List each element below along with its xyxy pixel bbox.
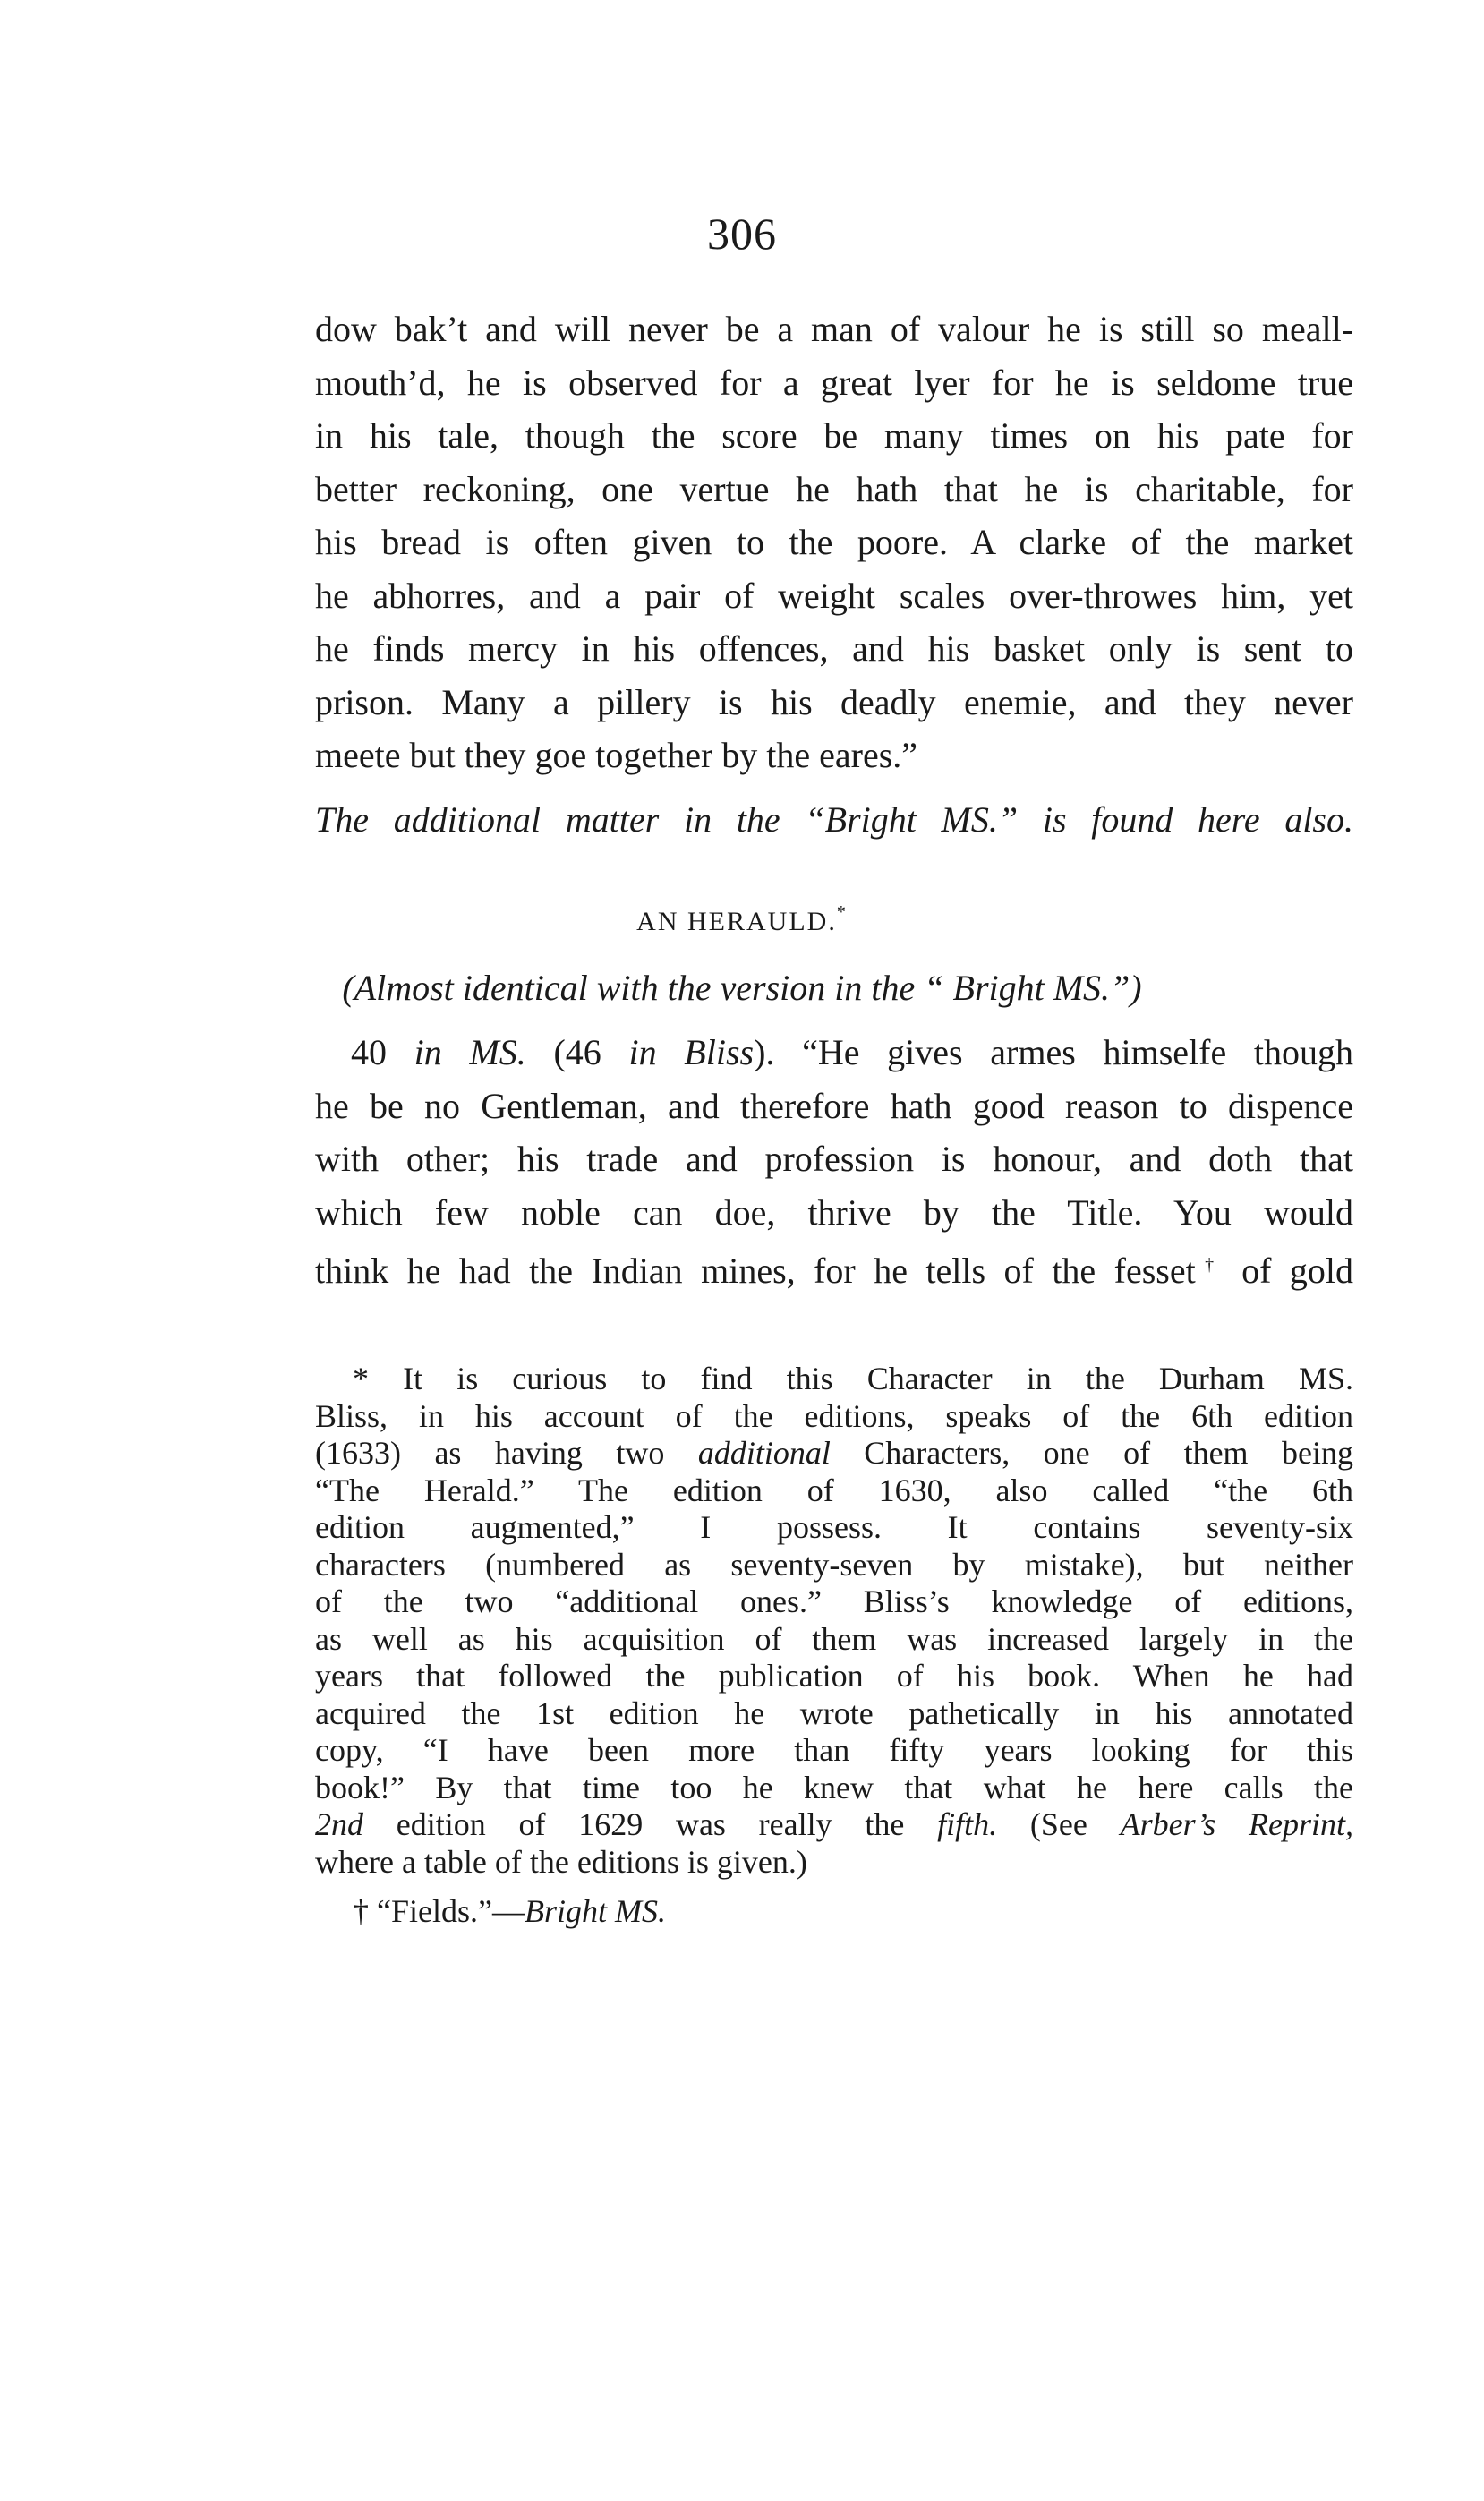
footnote-line: edition augmented,” I possess. It contains seventy-six (315, 1509, 1353, 1545)
herald-line (315, 1239, 1353, 1298)
footnote-line: as well as his acquisition of them was increased largely in the (315, 1620, 1353, 1657)
herald-text: ). “He gives armes himselfe though (754, 1032, 1353, 1072)
footnote-line: “The Herald.” The edition of 1630, also called “the 6th (315, 1472, 1353, 1508)
footnote-line: where a table of the editions is given.) (315, 1843, 807, 1880)
editorial-note: The additional matter in the “Bright MS.” is found here also. (315, 799, 1353, 840)
in-word: in (387, 1032, 470, 1072)
footnote-italic: 2nd (315, 1806, 363, 1842)
herald-line: with other; his trade and profession is honour, and doth that (315, 1139, 1353, 1179)
body-line: he abhorres, and a pair of weight scales over-throwes him, yet (315, 575, 1353, 616)
char-number: 40 (351, 1032, 387, 1072)
footnote-marker-star: * (836, 902, 848, 922)
body-line: he finds mercy in his offences, and his basket only is sent to (315, 628, 1353, 669)
footnote-marker-dagger: † (353, 1893, 369, 1929)
section-heading (0, 902, 1484, 937)
body-line: in his tale, though the score be many times on his pate for (315, 415, 1353, 456)
footnote-line: * It is curious to find this Character in the Durham MS. (353, 1361, 1353, 1396)
footnote-line (315, 1806, 1353, 1844)
body-line: better reckoning, one vertue he hath that he is charitable, for (315, 468, 1353, 509)
footnote-text: Characters, one of them being (830, 1435, 1353, 1471)
footnote-italic: fifth. (937, 1806, 998, 1842)
footnote-line: years that followed the publication of his book. When he had (315, 1658, 1353, 1694)
herald-text: think he had the Indian mines, for he tells of the fesset (315, 1250, 1196, 1291)
in-word: in (601, 1032, 685, 1072)
section-heading-text: AN HERAULD. (636, 907, 837, 936)
footnote-italic: Arber’s Reprint, (1120, 1806, 1354, 1842)
body-line: mouth’d, he is observed for a great lyer for he is seldome true (315, 362, 1353, 403)
herald-line (315, 1026, 1353, 1080)
footnote-line: acquired the 1st edition he wrote pathetically in his annotated (315, 1694, 1353, 1731)
bliss-ref: Bliss (684, 1032, 755, 1072)
body-paragraph (315, 303, 1353, 782)
footnote-text: (See (997, 1806, 1121, 1842)
footnote-line: Bliss, in his account of the editions, speaks of the 6th edition (315, 1397, 1353, 1434)
footnote-text: “Fields.”— (369, 1893, 525, 1929)
footnote-line: characters (numbered as seventy-seven by mistake), but neither (315, 1546, 1353, 1583)
footnote-marker-dagger: † (1195, 1255, 1224, 1275)
footnotes (315, 1361, 1353, 1931)
footnote-line: book!” By that time too he knew that what he here calls the (315, 1769, 1353, 1805)
footnote-text: edition of 1629 was really the (363, 1806, 938, 1842)
section-subheading: (Almost identical with the version in the “ Bright MS.”) (342, 968, 1142, 1008)
body-line: meete but they goe together by the eares.” (315, 735, 918, 775)
footnote-text: (1633) as having two (315, 1435, 698, 1471)
body-line: prison. Many a pillery is his deadly enemie, and they never (315, 681, 1353, 722)
body-line: his bread is often given to the poore. A clarke of the market (315, 522, 1353, 562)
footnote-italic: Bright MS. (524, 1893, 666, 1929)
body-line: dow bak’t and will never be a man of valour he is still so meall- (315, 309, 1353, 349)
herald-paragraph (315, 1026, 1353, 1298)
page-number: 306 (707, 209, 777, 259)
ms-abbrev: MS. (469, 1032, 526, 1072)
footnote-line: of the two “additional ones.” Bliss’s knowledge of editions, (315, 1583, 1353, 1619)
footnote-italic: additional (697, 1435, 831, 1471)
herald-line: which few noble can doe, thrive by the Title. You would (315, 1191, 1353, 1233)
footnote-line: copy, “I have been more than fifty years looking for this (315, 1732, 1353, 1768)
footnote-line (315, 1435, 1353, 1472)
footnote-dagger (315, 1893, 1353, 1931)
bliss-number: (46 (525, 1032, 601, 1072)
herald-line: he be no Gentleman, and therefore hath good reason to dispence (315, 1085, 1353, 1126)
herald-text: of gold (1223, 1250, 1353, 1291)
